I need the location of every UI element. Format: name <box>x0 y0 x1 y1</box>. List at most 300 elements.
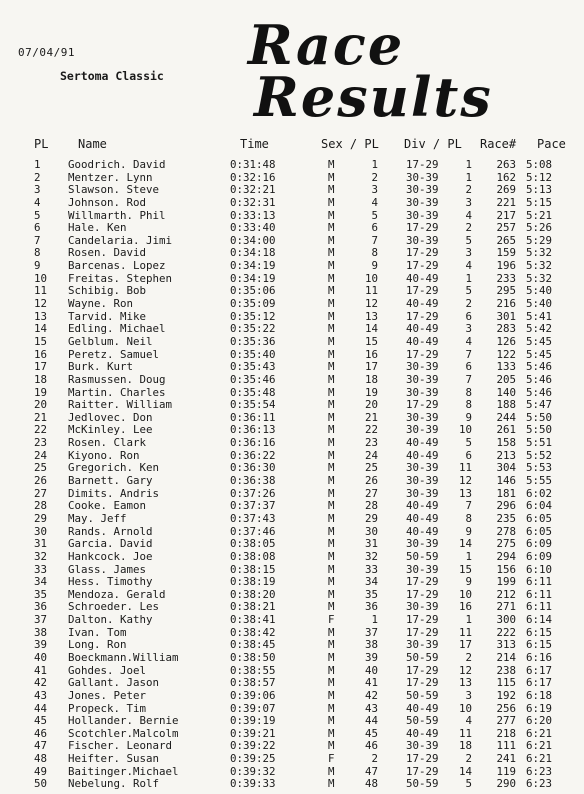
race-number-cell: 235 <box>496 511 516 525</box>
sex-cell: M <box>328 663 335 677</box>
division-cell: 17-29 <box>406 221 439 235</box>
division-cell: 30-39 <box>406 183 439 197</box>
title-results: Results <box>254 65 493 129</box>
division-cell: 30-39 <box>406 372 439 386</box>
runner-name-cell: Scotchler.Malcolm <box>68 726 179 740</box>
finish-time-cell: 0:38:41 <box>230 613 276 627</box>
sex-place-cell: 6 <box>371 221 378 235</box>
division-place-cell: 3 <box>465 322 472 336</box>
division-cell: 17-29 <box>406 246 439 260</box>
race-number-cell: 265 <box>496 233 516 247</box>
table-row <box>0 690 584 703</box>
finish-time-cell: 0:35:06 <box>230 284 276 298</box>
finish-time-cell: 0:36:38 <box>230 474 276 488</box>
runner-name-cell: Edling. Michael <box>68 322 166 336</box>
runner-name-cell: Hess. Timothy <box>68 575 153 589</box>
table-row <box>0 260 584 273</box>
runner-name-cell: Peretz. Samuel <box>68 347 160 361</box>
race-number-cell: 256 <box>496 701 516 715</box>
place-cell: 40 <box>34 650 48 664</box>
division-cell: 30-39 <box>406 170 439 184</box>
runner-name-cell: Jones. Peter <box>68 688 147 702</box>
finish-time-cell: 0:36:22 <box>230 448 276 462</box>
race-number-cell: 218 <box>496 726 516 740</box>
pace-cell: 6:02 <box>526 486 553 500</box>
sex-place-cell: 15 <box>364 334 378 348</box>
table-row <box>0 652 584 665</box>
division-place-cell: 10 <box>458 423 472 437</box>
division-cell: 30-39 <box>406 562 439 576</box>
sex-place-cell: 40 <box>364 663 378 677</box>
place-cell: 38 <box>34 625 48 639</box>
division-place-cell: 9 <box>465 410 472 424</box>
table-row <box>0 677 584 690</box>
place-cell: 15 <box>34 334 48 348</box>
place-cell: 5 <box>34 208 41 222</box>
division-cell: 30-39 <box>406 486 439 500</box>
pace-cell: 5:40 <box>526 297 553 311</box>
sex-place-cell: 26 <box>364 474 378 488</box>
runner-name-cell: Boeckmann.William <box>68 650 179 664</box>
sex-place-cell: 2 <box>371 170 378 184</box>
division-place-cell: 5 <box>465 233 472 247</box>
division-place-cell: 2 <box>465 297 472 311</box>
race-number-cell: 275 <box>496 537 516 551</box>
division-place-cell: 10 <box>458 701 472 715</box>
sex-cell: M <box>328 714 335 728</box>
runner-name-cell: Hale. Ken <box>68 221 127 235</box>
sex-cell: F <box>328 752 335 766</box>
division-place-cell: 3 <box>465 688 472 702</box>
division-cell: 40-49 <box>406 297 439 311</box>
race-number-cell: 261 <box>496 423 516 437</box>
finish-time-cell: 0:34:19 <box>230 259 276 273</box>
division-cell: 17-29 <box>406 158 439 171</box>
table-row <box>0 197 584 210</box>
race-number-cell: 126 <box>496 334 516 348</box>
finish-time-cell: 0:39:19 <box>230 714 276 728</box>
division-cell: 50-59 <box>406 714 439 728</box>
finish-time-cell: 0:33:13 <box>230 208 276 222</box>
sex-place-cell: 22 <box>364 423 378 437</box>
place-cell: 30 <box>34 524 48 538</box>
place-cell: 10 <box>34 271 48 285</box>
pace-cell: 6:17 <box>526 676 553 690</box>
sex-cell: M <box>328 676 335 690</box>
pace-cell: 5:32 <box>526 246 553 260</box>
division-cell: 30-39 <box>406 233 439 247</box>
table-row <box>0 361 584 374</box>
finish-time-cell: 0:35:43 <box>230 360 276 374</box>
race-number-cell: 217 <box>496 208 516 222</box>
division-place-cell: 2 <box>465 221 472 235</box>
column-header-pl: PL <box>34 137 49 151</box>
division-place-cell: 3 <box>465 195 472 209</box>
sex-place-cell: 31 <box>364 537 378 551</box>
sex-place-cell: 25 <box>364 461 378 475</box>
sex-cell: M <box>328 600 335 614</box>
division-place-cell: 5 <box>465 436 472 450</box>
place-cell: 14 <box>34 322 48 336</box>
place-cell: 28 <box>34 499 48 513</box>
race-number-cell: 238 <box>496 663 516 677</box>
finish-time-cell: 0:35:48 <box>230 385 276 399</box>
place-cell: 33 <box>34 562 48 576</box>
pace-cell: 5:41 <box>526 309 553 323</box>
sex-place-cell: 24 <box>364 448 378 462</box>
sex-cell: M <box>328 334 335 348</box>
race-number-cell: 263 <box>496 158 516 171</box>
pace-cell: 5:42 <box>526 322 553 336</box>
pace-cell: 6:15 <box>526 625 553 639</box>
division-cell: 17-29 <box>406 575 439 589</box>
pace-cell: 6:09 <box>526 549 553 563</box>
place-cell: 35 <box>34 587 48 601</box>
division-cell: 30-39 <box>406 600 439 614</box>
finish-time-cell: 0:35:12 <box>230 309 276 323</box>
sex-cell: M <box>328 638 335 652</box>
place-cell: 46 <box>34 726 48 740</box>
column-header-pace: Pace <box>537 137 566 151</box>
sex-cell: M <box>328 764 335 778</box>
pace-cell: 6:17 <box>526 663 553 677</box>
table-row <box>0 753 584 766</box>
place-cell: 1 <box>34 158 41 171</box>
sex-cell: M <box>328 322 335 336</box>
column-header-time: Time <box>240 137 269 151</box>
finish-time-cell: 0:35:54 <box>230 398 276 412</box>
finish-time-cell: 0:36:16 <box>230 436 276 450</box>
division-place-cell: 8 <box>465 511 472 525</box>
runner-name-cell: Glass. James <box>68 562 147 576</box>
sex-place-cell: 4 <box>371 195 378 209</box>
pace-cell: 5:29 <box>526 233 553 247</box>
sex-cell: M <box>328 777 335 791</box>
division-cell: 40-49 <box>406 511 439 525</box>
sex-place-cell: 27 <box>364 486 378 500</box>
sex-cell: M <box>328 688 335 702</box>
pace-cell: 6:09 <box>526 537 553 551</box>
pace-cell: 6:21 <box>526 726 553 740</box>
sex-cell: M <box>328 499 335 513</box>
sex-cell: M <box>328 347 335 361</box>
sex-place-cell: 17 <box>364 360 378 374</box>
race-number-cell: 294 <box>496 549 516 563</box>
finish-time-cell: 0:37:46 <box>230 524 276 538</box>
runner-name-cell: Gregorich. Ken <box>68 461 160 475</box>
place-cell: 36 <box>34 600 48 614</box>
division-place-cell: 3 <box>465 246 472 260</box>
race-number-cell: 156 <box>496 562 516 576</box>
sex-cell: M <box>328 474 335 488</box>
sex-cell: M <box>328 650 335 664</box>
place-cell: 2 <box>34 170 41 184</box>
race-number-cell: 162 <box>496 170 516 184</box>
sex-cell: M <box>328 726 335 740</box>
sex-place-cell: 45 <box>364 726 378 740</box>
pace-cell: 6:21 <box>526 739 553 753</box>
race-number-cell: 222 <box>496 625 516 639</box>
division-place-cell: 16 <box>458 600 472 614</box>
finish-time-cell: 0:31:48 <box>230 158 276 171</box>
table-row <box>0 715 584 728</box>
place-cell: 22 <box>34 423 48 437</box>
race-number-cell: 159 <box>496 246 516 260</box>
division-place-cell: 14 <box>458 764 472 778</box>
division-place-cell: 6 <box>465 309 472 323</box>
race-date: 07/04/91 <box>18 46 75 59</box>
sex-cell: M <box>328 271 335 285</box>
place-cell: 26 <box>34 474 48 488</box>
race-number-cell: 295 <box>496 284 516 298</box>
runner-name-cell: Kiyono. Ron <box>68 448 140 462</box>
race-number-cell: 192 <box>496 688 516 702</box>
pace-cell: 5:15 <box>526 195 553 209</box>
runner-name-cell: Dalton. Kathy <box>68 613 153 627</box>
runner-name-cell: Schroeder. Les <box>68 600 160 614</box>
place-cell: 41 <box>34 663 48 677</box>
sex-place-cell: 16 <box>364 347 378 361</box>
runner-name-cell: Gelblum. Neil <box>68 334 153 348</box>
table-row <box>0 159 584 172</box>
division-place-cell: 6 <box>465 360 472 374</box>
sex-cell: M <box>328 625 335 639</box>
place-cell: 34 <box>34 575 48 589</box>
finish-time-cell: 0:35:46 <box>230 372 276 386</box>
place-cell: 24 <box>34 448 48 462</box>
runner-name-cell: Johnson. Rod <box>68 195 147 209</box>
table-row <box>0 374 584 387</box>
column-header-sex-pl: Sex / PL <box>321 137 379 151</box>
pace-cell: 5:46 <box>526 385 553 399</box>
sex-cell: M <box>328 549 335 563</box>
place-cell: 21 <box>34 410 48 424</box>
runner-name-cell: Willmarth. Phil <box>68 208 166 222</box>
division-place-cell: 4 <box>465 334 472 348</box>
sex-cell: M <box>328 739 335 753</box>
pace-cell: 6:23 <box>526 777 553 791</box>
pace-cell: 5:32 <box>526 259 553 273</box>
pace-cell: 6:16 <box>526 650 553 664</box>
results-table <box>0 159 584 791</box>
sex-cell: M <box>328 246 335 260</box>
pace-cell: 5:32 <box>526 271 553 285</box>
race-number-cell: 216 <box>496 297 516 311</box>
division-place-cell: 12 <box>458 474 472 488</box>
sex-cell: F <box>328 613 335 627</box>
pace-cell: 6:11 <box>526 575 553 589</box>
place-cell: 32 <box>34 549 48 563</box>
division-cell: 17-29 <box>406 309 439 323</box>
column-header-div-pl: Div / PL <box>404 137 462 151</box>
place-cell: 27 <box>34 486 48 500</box>
finish-time-cell: 0:38:20 <box>230 587 276 601</box>
sex-place-cell: 7 <box>371 233 378 247</box>
division-place-cell: 10 <box>458 587 472 601</box>
runner-name-cell: Ivan. Tom <box>68 625 127 639</box>
finish-time-cell: 0:38:15 <box>230 562 276 576</box>
pace-cell: 6:21 <box>526 752 553 766</box>
division-cell: 40-49 <box>406 436 439 450</box>
race-number-cell: 244 <box>496 410 516 424</box>
place-cell: 16 <box>34 347 48 361</box>
sex-place-cell: 42 <box>364 688 378 702</box>
division-place-cell: 1 <box>465 549 472 563</box>
race-number-cell: 213 <box>496 448 516 462</box>
division-cell: 30-39 <box>406 638 439 652</box>
place-cell: 4 <box>34 195 41 209</box>
finish-time-cell: 0:39:33 <box>230 777 276 791</box>
sex-cell: M <box>328 511 335 525</box>
place-cell: 42 <box>34 676 48 690</box>
division-cell: 17-29 <box>406 587 439 601</box>
finish-time-cell: 0:38:42 <box>230 625 276 639</box>
pace-cell: 5:46 <box>526 372 553 386</box>
sex-place-cell: 23 <box>364 436 378 450</box>
sex-cell: M <box>328 309 335 323</box>
sex-place-cell: 28 <box>364 499 378 513</box>
sex-cell: M <box>328 486 335 500</box>
division-place-cell: 9 <box>465 524 472 538</box>
runner-name-cell: Mendoza. Gerald <box>68 587 166 601</box>
sex-cell: M <box>328 524 335 538</box>
sex-place-cell: 9 <box>371 259 378 273</box>
pace-cell: 6:10 <box>526 562 553 576</box>
sex-place-cell: 48 <box>364 777 378 791</box>
sex-place-cell: 30 <box>364 524 378 538</box>
division-place-cell: 2 <box>465 752 472 766</box>
sex-place-cell: 35 <box>364 587 378 601</box>
pace-cell: 5:53 <box>526 461 553 475</box>
sex-place-cell: 44 <box>364 714 378 728</box>
division-cell: 50-59 <box>406 777 439 791</box>
table-row <box>0 551 584 564</box>
race-number-cell: 188 <box>496 398 516 412</box>
finish-time-cell: 0:38:21 <box>230 600 276 614</box>
pace-cell: 6:23 <box>526 764 553 778</box>
sex-place-cell: 32 <box>364 549 378 563</box>
sex-place-cell: 12 <box>364 297 378 311</box>
table-row <box>0 399 584 412</box>
sex-cell: M <box>328 436 335 450</box>
pace-cell: 6:11 <box>526 587 553 601</box>
place-cell: 12 <box>34 297 48 311</box>
sex-cell: M <box>328 208 335 222</box>
division-place-cell: 2 <box>465 183 472 197</box>
division-place-cell: 8 <box>465 398 472 412</box>
sex-cell: M <box>328 158 335 171</box>
finish-time-cell: 0:34:18 <box>230 246 276 260</box>
sex-place-cell: 33 <box>364 562 378 576</box>
sex-place-cell: 2 <box>371 752 378 766</box>
runner-name-cell: May. Jeff <box>68 511 127 525</box>
finish-time-cell: 0:33:40 <box>230 221 276 235</box>
division-cell: 30-39 <box>406 461 439 475</box>
division-cell: 50-59 <box>406 688 439 702</box>
runner-name-cell: Gallant. Jason <box>68 676 160 690</box>
pace-cell: 6:05 <box>526 524 553 538</box>
sex-place-cell: 13 <box>364 309 378 323</box>
division-cell: 30-39 <box>406 195 439 209</box>
sex-cell: M <box>328 537 335 551</box>
race-number-cell: 283 <box>496 322 516 336</box>
runner-name-cell: Rasmussen. Doug <box>68 372 166 386</box>
race-number-cell: 304 <box>496 461 516 475</box>
race-number-cell: 212 <box>496 587 516 601</box>
runner-name-cell: Jedlovec. Don <box>68 410 153 424</box>
sex-cell: M <box>328 575 335 589</box>
sex-place-cell: 37 <box>364 625 378 639</box>
sex-place-cell: 20 <box>364 398 378 412</box>
runner-name-cell: Gohdes. Joel <box>68 663 147 677</box>
column-header-race-number: Race# <box>480 137 517 151</box>
division-cell: 17-29 <box>406 347 439 361</box>
race-number-cell: 290 <box>496 777 516 791</box>
division-place-cell: 7 <box>465 372 472 386</box>
place-cell: 25 <box>34 461 48 475</box>
place-cell: 47 <box>34 739 48 753</box>
finish-time-cell: 0:34:00 <box>230 233 276 247</box>
finish-time-cell: 0:38:50 <box>230 650 276 664</box>
table-row <box>0 576 584 589</box>
place-cell: 8 <box>34 246 41 260</box>
pace-cell: 5:52 <box>526 448 553 462</box>
pace-cell: 5:50 <box>526 410 553 424</box>
finish-time-cell: 0:35:36 <box>230 334 276 348</box>
runner-name-cell: Cooke. Eamon <box>68 499 147 513</box>
finish-time-cell: 0:38:57 <box>230 676 276 690</box>
pace-cell: 6:11 <box>526 600 553 614</box>
division-place-cell: 2 <box>465 650 472 664</box>
runner-name-cell: Rands. Arnold <box>68 524 153 538</box>
division-cell: 40-49 <box>406 322 439 336</box>
sex-cell: M <box>328 195 335 209</box>
sex-place-cell: 43 <box>364 701 378 715</box>
division-cell: 40-49 <box>406 726 439 740</box>
division-place-cell: 7 <box>465 347 472 361</box>
race-number-cell: 313 <box>496 638 516 652</box>
finish-time-cell: 0:34:19 <box>230 271 276 285</box>
division-cell: 17-29 <box>406 764 439 778</box>
finish-time-cell: 0:39:25 <box>230 752 276 766</box>
place-cell: 11 <box>34 284 48 298</box>
runner-name-cell: Wayne. Ron <box>68 297 134 311</box>
sex-place-cell: 19 <box>364 385 378 399</box>
race-number-cell: 115 <box>496 676 516 690</box>
finish-time-cell: 0:32:31 <box>230 195 276 209</box>
place-cell: 17 <box>34 360 48 374</box>
runner-name-cell: McKinley. Lee <box>68 423 153 437</box>
division-place-cell: 18 <box>458 739 472 753</box>
sex-cell: M <box>328 587 335 601</box>
finish-time-cell: 0:37:37 <box>230 499 276 513</box>
sex-cell: M <box>328 221 335 235</box>
place-cell: 49 <box>34 764 48 778</box>
race-number-cell: 277 <box>496 714 516 728</box>
race-number-cell: 271 <box>496 600 516 614</box>
race-number-cell: 300 <box>496 613 516 627</box>
race-number-cell: 301 <box>496 309 516 323</box>
pace-cell: 6:05 <box>526 511 553 525</box>
runner-name-cell: Candelaria. Jimi <box>68 233 173 247</box>
finish-time-cell: 0:35:09 <box>230 297 276 311</box>
pace-cell: 6:14 <box>526 613 553 627</box>
race-number-cell: 269 <box>496 183 516 197</box>
place-cell: 37 <box>34 613 48 627</box>
runner-name-cell: Freitas. Stephen <box>68 271 173 285</box>
division-place-cell: 5 <box>465 777 472 791</box>
finish-time-cell: 0:37:26 <box>230 486 276 500</box>
